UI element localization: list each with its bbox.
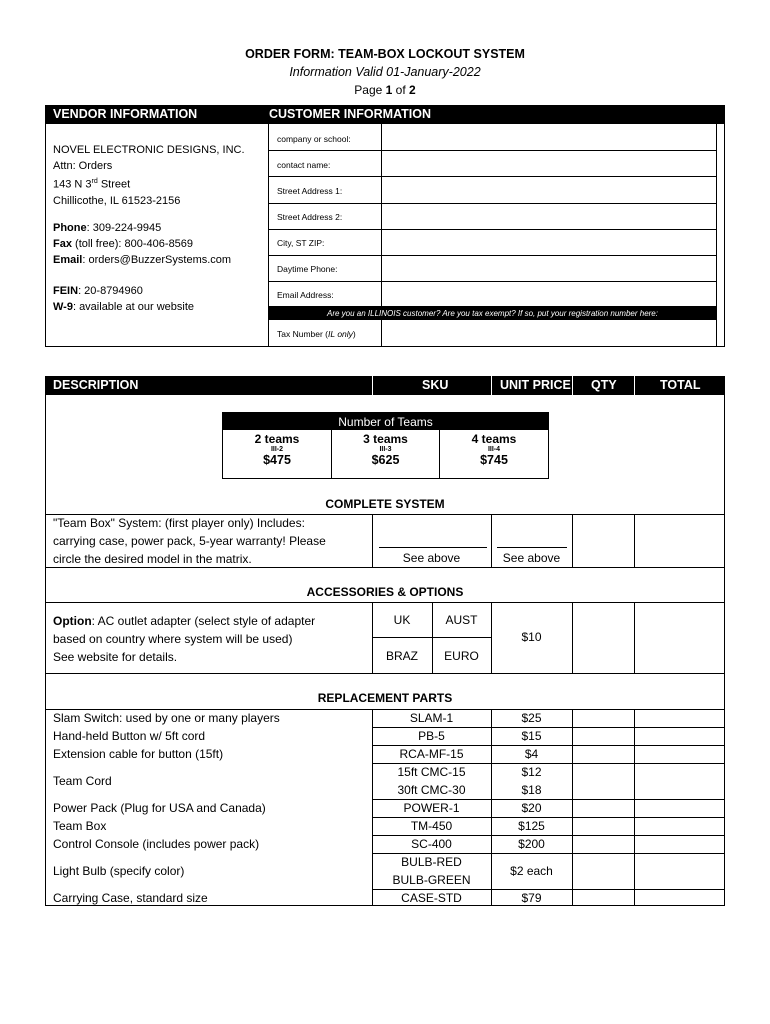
part-description: Control Console (includes power pack)	[53, 837, 260, 851]
part-qty-field[interactable]	[573, 835, 634, 853]
matrix-title-bar	[223, 413, 548, 430]
city-field[interactable]	[382, 230, 716, 255]
col-description: DESCRIPTION	[53, 378, 139, 392]
part-total-field[interactable]	[635, 835, 724, 853]
part-qty-field[interactable]	[573, 799, 634, 817]
matrix-teams-4: 4 teams	[471, 432, 517, 446]
accessory-total-field[interactable]	[635, 603, 724, 673]
vendor-fax	[53, 236, 231, 252]
customer-heading-bar	[263, 105, 725, 124]
matrix-price-2: $475	[263, 453, 291, 467]
vendor-block	[53, 142, 245, 209]
tax-number-label	[277, 329, 356, 339]
part-price-alt: $18	[521, 783, 542, 797]
part-description: Hand-held Button w/ 5ft cord	[53, 729, 206, 743]
vendor-w9-value: : available at our website	[72, 301, 195, 313]
part-price: $4	[524, 747, 539, 761]
part-description: Team Cord	[53, 774, 112, 788]
vendor-heading: VENDOR INFORMATION	[53, 107, 198, 121]
street1-field-label: Street Address 1:	[277, 186, 343, 196]
part-description: Power Pack (Plug for USA and Canada)	[53, 801, 266, 815]
complete-system-qty-field[interactable]	[573, 515, 634, 567]
matrix-sku-4: III-4	[487, 446, 501, 453]
street2-field[interactable]	[382, 204, 716, 229]
complete-system-heading: COMPLETE SYSTEM	[325, 497, 445, 511]
email-field[interactable]	[382, 282, 716, 306]
part-price: $12	[521, 765, 542, 779]
page-mid: of	[392, 83, 410, 97]
part-price: $2 each	[510, 864, 553, 878]
part-total-field[interactable]	[635, 853, 724, 889]
tax-number-field[interactable]	[382, 321, 716, 346]
part-description: Light Bulb (specify color)	[53, 864, 185, 878]
complete-system-desc-line: "Team Box" System: (first player only) Includes:	[53, 516, 305, 530]
team-matrix	[222, 412, 549, 479]
complete-system-desc-line: carrying case, power pack, 5-year warranty! Please	[53, 534, 326, 548]
street1-field[interactable]	[382, 177, 716, 203]
vendor-fax-value: (toll free): 800-406-8569	[71, 238, 194, 250]
part-qty-field[interactable]	[573, 817, 634, 835]
page-total: 2	[409, 83, 416, 97]
matrix-col-3-teams[interactable]	[332, 430, 440, 478]
accessory-desc-line3: See website for details.	[53, 650, 178, 664]
complete-system-description	[53, 514, 326, 568]
adapter-option-braz[interactable]: BRAZ	[385, 649, 418, 663]
part-total-field[interactable]	[635, 727, 724, 745]
part-total-field[interactable]	[635, 889, 724, 907]
vendor-city: Chillicothe, IL 61523-2156	[53, 194, 181, 207]
vendor-tax	[53, 283, 194, 315]
matrix-teams-2: 2 teams	[254, 432, 300, 446]
part-total-field[interactable]	[635, 817, 724, 835]
part-qty-field[interactable]	[573, 853, 634, 889]
vendor-w9-label: W-9	[53, 301, 73, 313]
col-qty: QTY	[591, 378, 617, 392]
part-total-field[interactable]	[635, 745, 724, 763]
adapter-option-uk[interactable]: UK	[393, 613, 411, 627]
table-row	[45, 853, 725, 889]
form-title: ORDER FORM: TEAM-BOX LOCKOUT SYSTEM	[245, 47, 525, 61]
tax-label-note: IL only	[328, 329, 353, 339]
company-field-label: company or school:	[277, 134, 351, 144]
vendor-attn: Attn: Orders	[53, 160, 113, 172]
part-sku: POWER-1	[403, 801, 460, 815]
vendor-email	[53, 252, 231, 268]
part-description: Team Box	[53, 819, 107, 833]
vendor-fein-value: : 20-8794960	[78, 285, 143, 297]
table-row	[45, 709, 725, 727]
accessory-desc-line1	[53, 612, 315, 630]
part-sku-alt: 30ft CMC-30	[397, 783, 466, 797]
part-sku: SC-400	[411, 837, 452, 851]
table-row	[45, 889, 725, 907]
accessory-price: $10	[521, 630, 542, 644]
vendor-fax-label: Fax	[53, 238, 72, 250]
complete-system-sku: See above	[402, 551, 461, 565]
page-number: 1	[385, 83, 393, 97]
matrix-col-2-teams[interactable]	[223, 430, 332, 478]
part-description: Carrying Case, standard size	[53, 891, 208, 905]
page-prefix: Page	[354, 83, 386, 97]
part-sku: TM-450	[410, 819, 453, 833]
vendor-street-name: Street	[97, 178, 131, 191]
part-qty-field[interactable]	[573, 727, 634, 745]
matrix-price-4: $745	[480, 453, 508, 467]
table-row	[45, 763, 725, 799]
company-field[interactable]	[382, 125, 716, 150]
part-qty-field[interactable]	[573, 763, 634, 799]
part-sku: 15ft CMC-15	[397, 765, 466, 779]
part-price: $25	[521, 711, 542, 725]
option-label: Option	[53, 614, 92, 628]
part-price: $79	[521, 891, 542, 905]
vendor-street-number: 143 N 3	[53, 178, 92, 191]
tax-label-end: )	[352, 329, 356, 339]
complete-system-price: See above	[502, 551, 561, 565]
email-field-label: Email Address:	[277, 290, 334, 300]
part-price: $20	[521, 801, 542, 815]
illinois-note: Are you an ILLINOIS customer? Are you tax exempt? If so, put your registration number here:	[327, 309, 658, 318]
vendor-name: NOVEL ELECTRONIC DESIGNS, INC.	[53, 144, 245, 156]
vendor-phone-label: Phone	[53, 222, 87, 234]
phone-field-label: Daytime Phone:	[277, 264, 338, 274]
vendor-email-label: Email	[53, 254, 83, 266]
illinois-note-bar	[268, 307, 717, 320]
phone-field[interactable]	[382, 256, 716, 281]
part-description: Extension cable for button (15ft)	[53, 747, 224, 761]
accessory-description	[53, 612, 315, 666]
table-row	[45, 745, 725, 763]
part-sku: CASE-STD	[401, 891, 462, 905]
col-unit-price: UNIT PRICE	[500, 378, 571, 392]
part-sku: BULB-RED	[401, 855, 462, 869]
adapter-option-euro[interactable]: EURO	[444, 649, 479, 663]
tax-label-start: Tax Number (	[277, 329, 329, 339]
part-sku: PB-5	[418, 729, 445, 743]
matrix-title: Number of Teams	[338, 415, 433, 429]
vendor-phone-value: : 309-224-9945	[86, 222, 162, 234]
part-sku: RCA-MF-15	[399, 747, 464, 761]
accessories-heading: ACCESSORIES & OPTIONS	[306, 585, 464, 599]
part-total-field[interactable]	[635, 763, 724, 799]
vendor-email-value: : orders@BuzzerSystems.com	[82, 254, 232, 266]
part-qty-field[interactable]	[573, 889, 634, 907]
contact-name-field[interactable]	[382, 151, 716, 176]
form-subtitle: Information Valid 01-January-2022	[289, 65, 481, 79]
part-total-field[interactable]	[635, 709, 724, 727]
table-row	[45, 835, 725, 853]
order-header-bar	[45, 376, 725, 395]
vendor-street-suffix: rd	[91, 178, 98, 185]
part-price: $200	[518, 837, 545, 851]
part-sku-alt: BULB-GREEN	[392, 873, 471, 887]
adapter-option-aust[interactable]: AUST	[445, 613, 478, 627]
part-qty-field[interactable]	[573, 709, 634, 727]
complete-system-desc-line: circle the desired model in the matrix.	[53, 552, 252, 566]
vendor-heading-bar	[45, 105, 263, 124]
street2-field-label: Street Address 2:	[277, 212, 343, 222]
part-description: Slam Switch: used by one or many players	[53, 711, 280, 725]
matrix-price-3: $625	[371, 453, 400, 467]
vendor-street	[53, 174, 245, 193]
table-row	[45, 727, 725, 745]
table-row	[45, 817, 725, 835]
vendor-fein-label: FEIN	[53, 285, 79, 297]
vendor-phone	[53, 220, 231, 236]
option-text: : AC outlet adapter (select style of adapter	[91, 614, 316, 628]
part-qty-field[interactable]	[573, 745, 634, 763]
col-sku: SKU	[422, 378, 449, 392]
part-total-field[interactable]	[635, 799, 724, 817]
matrix-col-4-teams[interactable]	[440, 430, 548, 478]
matrix-teams-3: 3 teams	[363, 432, 408, 446]
table-row	[45, 799, 725, 817]
city-field-label: City, ST ZIP:	[277, 238, 325, 248]
part-price: $125	[518, 819, 545, 833]
part-sku: SLAM-1	[409, 711, 454, 725]
replacement-heading: REPLACEMENT PARTS	[317, 691, 453, 705]
col-total: TOTAL	[660, 378, 701, 392]
page-indicator	[0, 83, 770, 97]
vendor-contact	[53, 220, 231, 268]
part-price: $15	[521, 729, 542, 743]
customer-heading: CUSTOMER INFORMATION	[269, 107, 432, 121]
vendor-w9	[53, 299, 194, 315]
vendor-fein	[53, 283, 194, 299]
accessory-qty-field[interactable]	[573, 603, 634, 673]
complete-system-total-field[interactable]	[635, 515, 724, 567]
matrix-sku-2: III-2	[270, 446, 284, 453]
matrix-sku-3: III-3	[379, 446, 392, 453]
accessory-desc-line2: based on country where system will be used)	[53, 632, 293, 646]
contact-name-field-label: contact name:	[277, 160, 331, 170]
